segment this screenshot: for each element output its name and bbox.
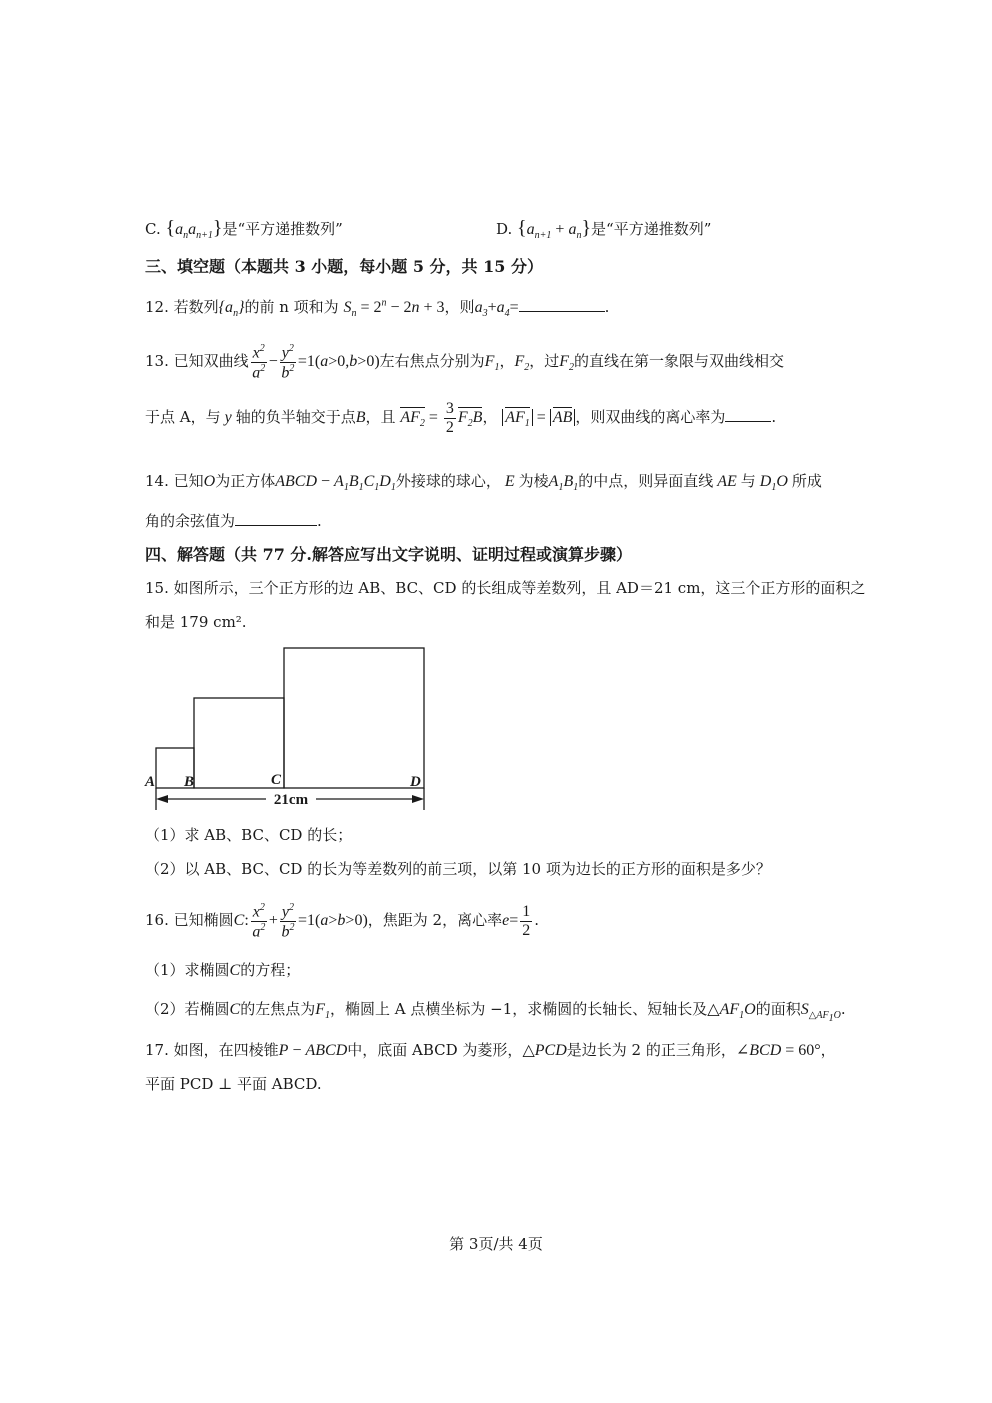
question-12: 12. 若数列$\{a_n\}$的前 n 项和为 $S_n = 2^n - 2n + 3$，则$a_3+a_4=$ . <box>145 297 610 320</box>
q16-eccentricity: e= $\frac{1}{2}$ <box>502 903 531 939</box>
q12-sum-formula: $S_n = 2^n - 2n + 3$ <box>343 297 445 320</box>
q13-vector-relation: $AF_2$ = $\frac{3}{2}$ $F_2B$ <box>400 400 483 436</box>
question-16-part-2: （2）若椭圆C的左焦点为$F_1$，椭圆上 A 点横坐标为 −1，求椭圆的长轴长、短轴长及$\triangle AF_1O$的面积$S_{\triangle AF_1O}$. <box>145 1000 846 1025</box>
label-c: C <box>271 772 282 788</box>
q16-ellipse-formula: C: $\frac{x^2}{a^2}$ + $\frac{y^2}{b^2}$ =1(a>b>0) <box>233 902 368 941</box>
question-15-part-1: （1）求 AB、BC、CD 的长； <box>145 826 353 844</box>
section-3-heading: 三、填空题（本题共 3 小题，每小题 5 分，共 15 分） <box>145 257 543 276</box>
question-17-line-2: 平面 PCD ⊥ 平面 ABCD. <box>145 1075 322 1093</box>
question-15-part-2: （2）以 AB、BC、CD 的长为等差数列的前三项，以第 10 项为边长的正方形的面积是多少？ <box>145 860 771 878</box>
question-15-line-2: 和是 179 cm². <box>145 613 247 631</box>
label-a: A <box>145 774 156 790</box>
label-b: B <box>184 774 195 790</box>
option-d: D. $\{a_{n+1} + a_n\}$是“平方递推数列” <box>496 217 712 242</box>
q12-seq: $\{a_n\}$ <box>218 299 245 320</box>
q17-angle: ∠BCD = 60° <box>735 1042 821 1059</box>
question-16: 16. 已知椭圆C: $\frac{x^2}{a^2}$ + $\frac{y^2}{b^2}$ =1(a>b>0)，焦距为 2，离心率e= $\frac{1}{2}$ . <box>145 902 540 941</box>
question-14-line-2: 角的余弦值为 . <box>145 512 322 530</box>
question-15: 15. 如图所示，三个正方形的边 AB、BC、CD 的长组成等差数列，且 AD＝21 cm，这三个正方形的面积之 <box>145 579 866 597</box>
option-d-formula: $\{a_{n+1} + a_n\}$ <box>517 217 592 242</box>
question-14: 14. 已知O为正方体ABCD − $A_1B_1C_1D_1$外接球的球心， E 为棱$A_1B_1$的中点，则异面直线 AE 与 $D_1O$ 所成 <box>145 472 822 494</box>
question-13: 13. 已知双曲线 $\frac{x^2}{a^2}$ − $\frac{y^2}{b^2}$ =1(a>0,b>0)左右焦点分别为$F_1$，$F_2$，过$F_2$的直线在第一象限与双曲线相交 <box>145 343 785 382</box>
square-cd <box>284 648 424 788</box>
question-17: 17. 如图，在四棱锥P − ABCD中，底面 ABCD 为菱形，△PCD是边长为 2 的正三角形，∠BCD = 60°， <box>145 1041 836 1059</box>
q14-cube: ABCD − $A_1B_1C_1D_1$ <box>275 473 396 494</box>
dim-arrow-left <box>156 795 168 803</box>
q13-hyperbola-formula: $\frac{x^2}{a^2}$ − $\frac{y^2}{b^2}$ =1(a>0,b>0) <box>252 343 380 382</box>
q14-answer-blank[interactable] <box>235 511 317 526</box>
question-16-part-1: （1）求椭圆C的方程； <box>145 961 301 979</box>
q12-target: $a_3+a_4=$ <box>474 299 519 320</box>
label-d: D <box>410 774 421 790</box>
option-c-formula: $\{a_na_{n+1}\}$ <box>165 217 223 242</box>
section-4-heading: 四、解答题（共 77 分.解答应写出文字说明、证明过程或演算步骤） <box>145 545 632 564</box>
option-c: C. $\{a_na_{n+1}\}$是“平方递推数列” <box>145 217 343 242</box>
three-squares-figure <box>140 640 440 815</box>
dim-arrow-right <box>412 795 424 803</box>
question-13-line-2: 于点 A，与 y 轴的负半轴交于点B，且 $AF_2$ = $\frac{3}{2}$ $F_2B$， $AF_1$ = AB ，则双曲线的离心率为 . <box>145 400 777 436</box>
dimension-label: 21cm <box>273 792 309 808</box>
q13-abs-relation: $AF_1$ = AB <box>502 409 575 426</box>
q16-triangle: $\triangle AF_1O$ <box>707 1001 756 1022</box>
q13-answer-blank[interactable] <box>725 407 771 422</box>
page-footer: 第 3页/共 4页 <box>449 1235 543 1253</box>
q16-area-symbol: $S_{\triangle AF_1O}$ <box>800 1001 841 1025</box>
q12-answer-blank[interactable] <box>519 297 605 312</box>
